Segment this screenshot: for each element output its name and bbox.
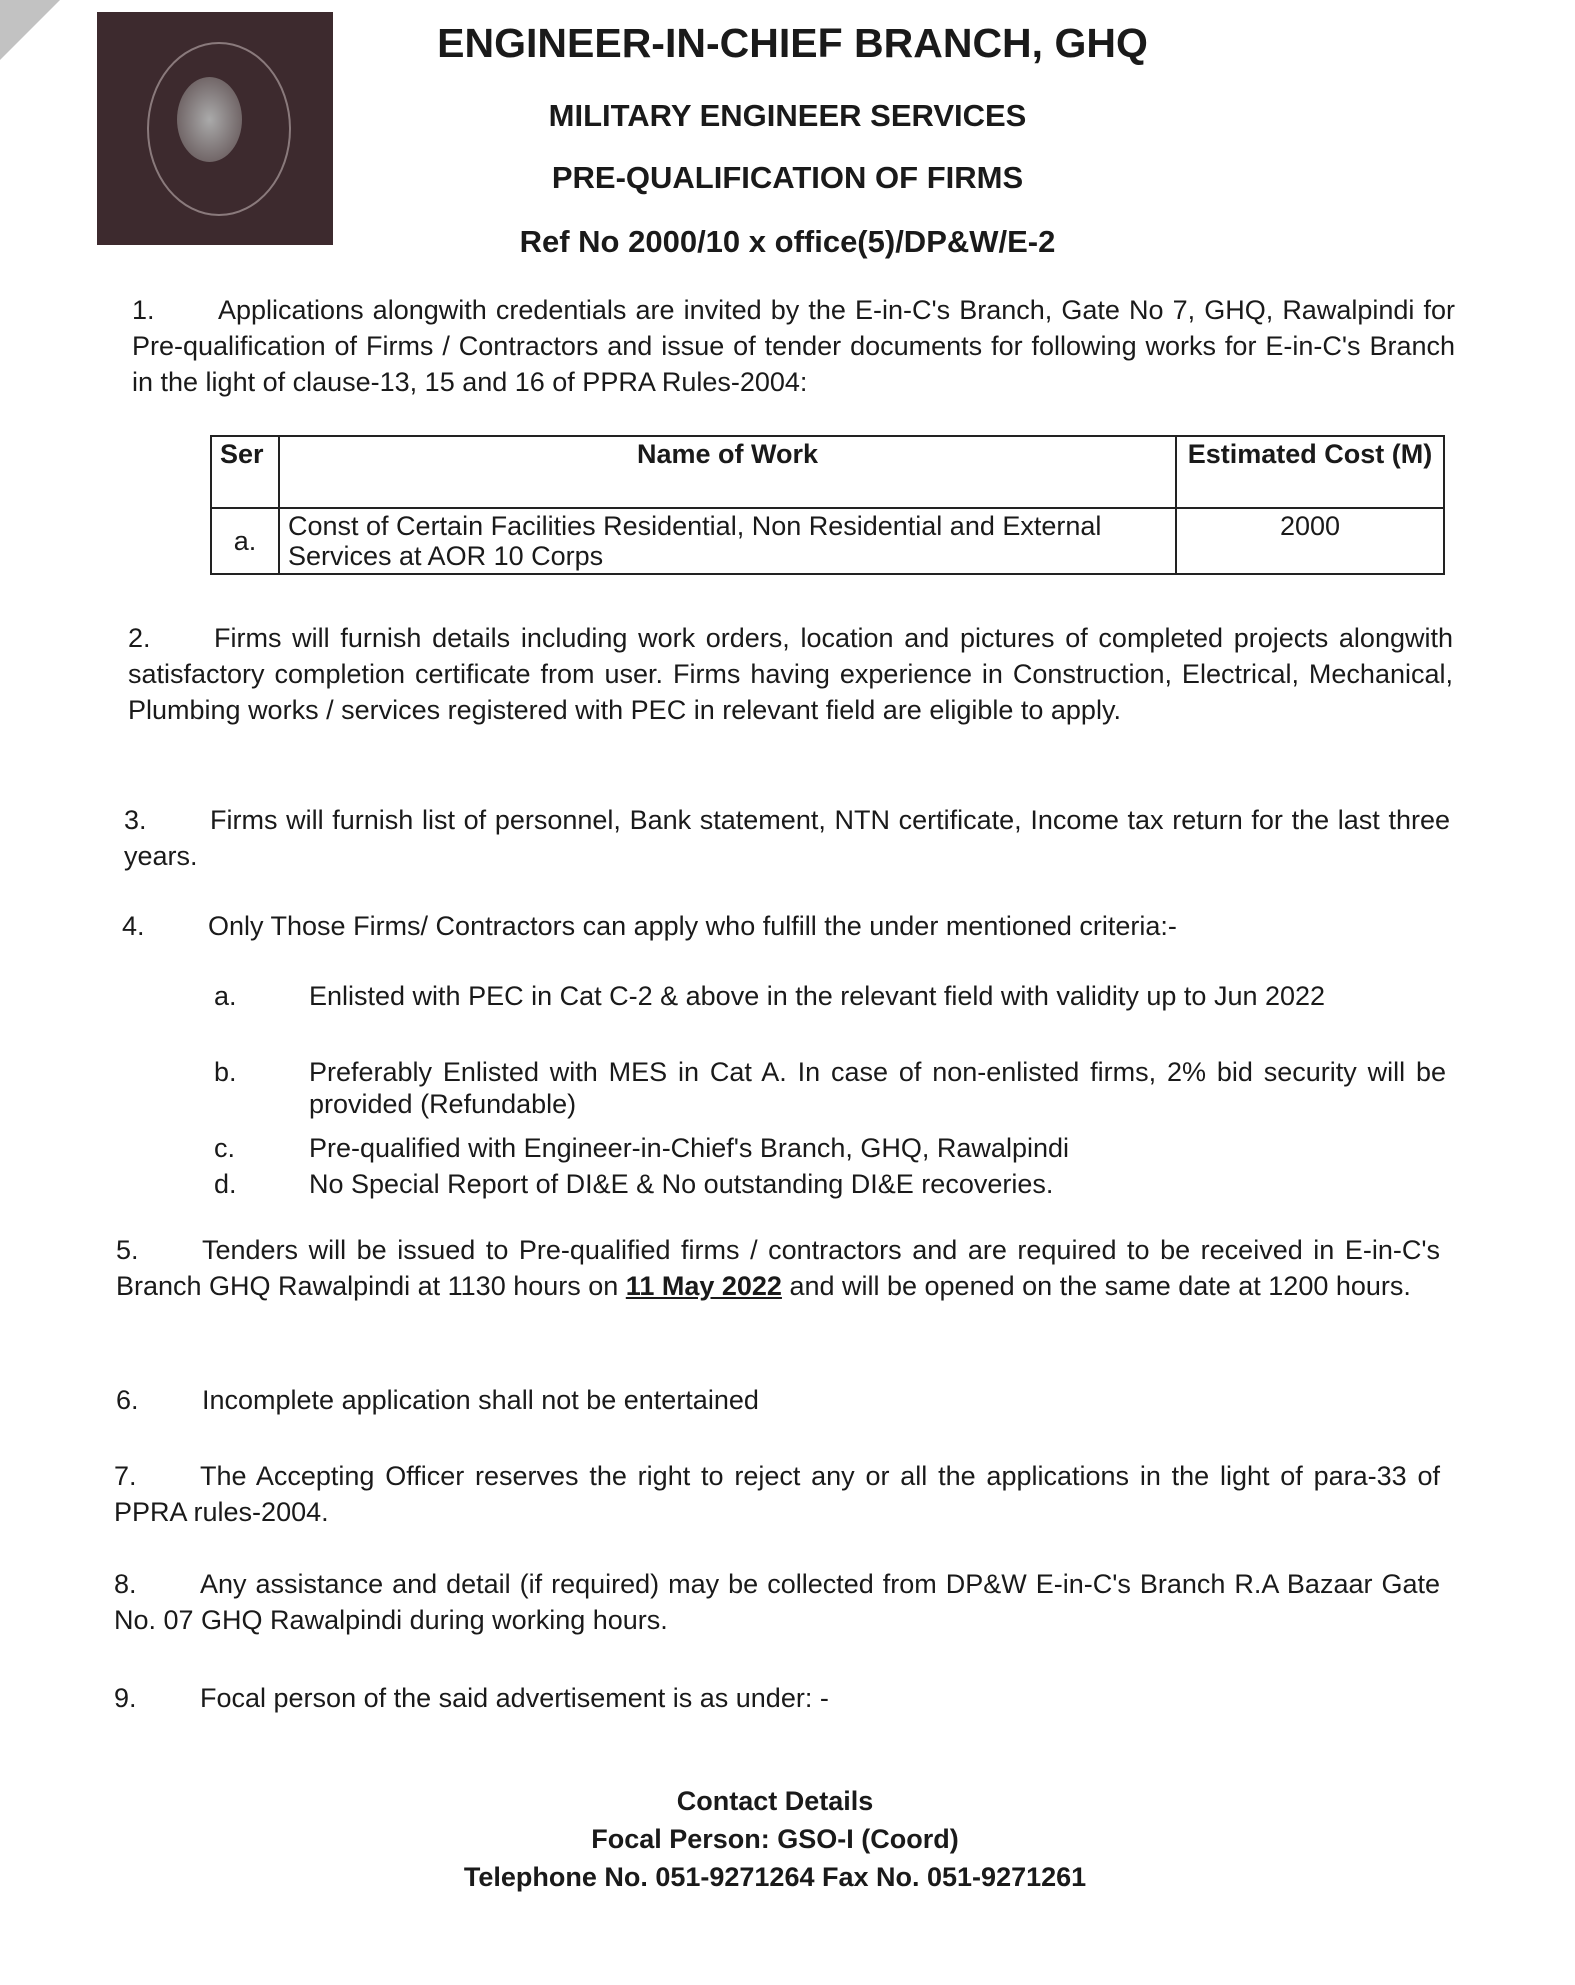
criteria-item: a. Enlisted with PEC in Cat C-2 & above in the relevant field with validity up to Jun 2022 — [214, 981, 1326, 1011]
table-header-row — [211, 436, 1444, 508]
header-estimated-cost: Estimated Cost (M) — [1176, 436, 1444, 508]
header-name-of-work: Name of Work — [279, 436, 1176, 508]
paragraph-8: 8. Any assistance and detail (if required) may be collected from DP&W E-in-C's Branch R.A Bazaar Gate No. 07 GHQ Rawalpindi during working hours. — [114, 1569, 1440, 1635]
criteria-item: b. Preferably Enlisted with MES in Cat A. In case of non-enlisted firms, 2% bid security will be provided (Refundable) — [214, 1057, 1446, 1119]
paragraph-7: 7. The Accepting Officer reserves the right to reject any or all the applications in the light of para-33 of PPRA rules-2004. — [114, 1461, 1440, 1527]
cell-estimated-cost: 2000 — [1176, 508, 1444, 574]
table-row — [211, 508, 1444, 574]
cell-name-of-work: Const of Certain Facilities Residential, Non Residential and External Services at AOR 10 Corps — [279, 508, 1176, 574]
criteria-item: d. No Special Report of DI&E & No outstanding DI&E recoveries. — [214, 1169, 1054, 1199]
paragraph-6: 6. Incomplete application shall not be entertained — [116, 1385, 759, 1415]
works-table — [210, 435, 1445, 575]
notice-heading: PRE-QUALIFICATION OF FIRMS — [551, 160, 1024, 195]
paragraph-1: 1. Applications alongwith credentials are invited by the E-in-C's Branch, Gate No 7, GHQ, Rawalpindi for Pre-qualification of Firms / Contractors and issue of tender documents for following works for E-in-C's Branch in the light of clause-13, 15 and 16 of PPRA Rules-2004: — [132, 295, 1455, 397]
paragraph-4: 4. Only Those Firms/ Contractors can apply who fulfill the under mentioned criteria:- — [122, 911, 1177, 941]
paragraph-9: 9. Focal person of the said advertisement is as under: - — [114, 1683, 829, 1713]
paragraph-2: 2. Firms will furnish details including work orders, location and pictures of completed projects alongwith satisfactory completion certificate from user. Firms having experience in Construction, Electrical, Mechanical, Plumbing works / services registered with PEC in relevant field are eligible to apply. — [128, 623, 1453, 725]
paragraph-5: 5. Tenders will be issued to Pre-qualified firms / contractors and are required to be received in E-in-C's Branch GHQ Rawalpindi at 1130 hours on 11 May 2022 and will be opened on the same date at 1200 hours. — [116, 1235, 1440, 1301]
contact-heading: Contact Details — [676, 1786, 874, 1816]
contact-focal-person: Focal Person: GSO-I (Coord) — [591, 1824, 959, 1854]
paragraph-3: 3. Firms will furnish list of personnel, Bank statement, NTN certificate, Income tax return for the last three years. — [124, 805, 1450, 871]
cell-ser: a. — [211, 508, 279, 574]
page-title: ENGINEER-IN-CHIEF BRANCH, GHQ — [437, 20, 1148, 66]
header-ser: Ser — [211, 436, 279, 508]
criteria-item: c. Pre-qualified with Engineer-in-Chief's Branch, GHQ, Rawalpindi — [214, 1133, 1069, 1163]
page-subtitle: MILITARY ENGINEER SERVICES — [548, 98, 1027, 133]
reference-number: Ref No 2000/10 x office(5)/DP&W/E-2 — [519, 224, 1056, 259]
contact-phone-fax: Telephone No. 051-9271264 Fax No. 051-9271261 — [463, 1862, 1087, 1892]
deadline-date: 11 May 2022 — [625, 1271, 782, 1301]
